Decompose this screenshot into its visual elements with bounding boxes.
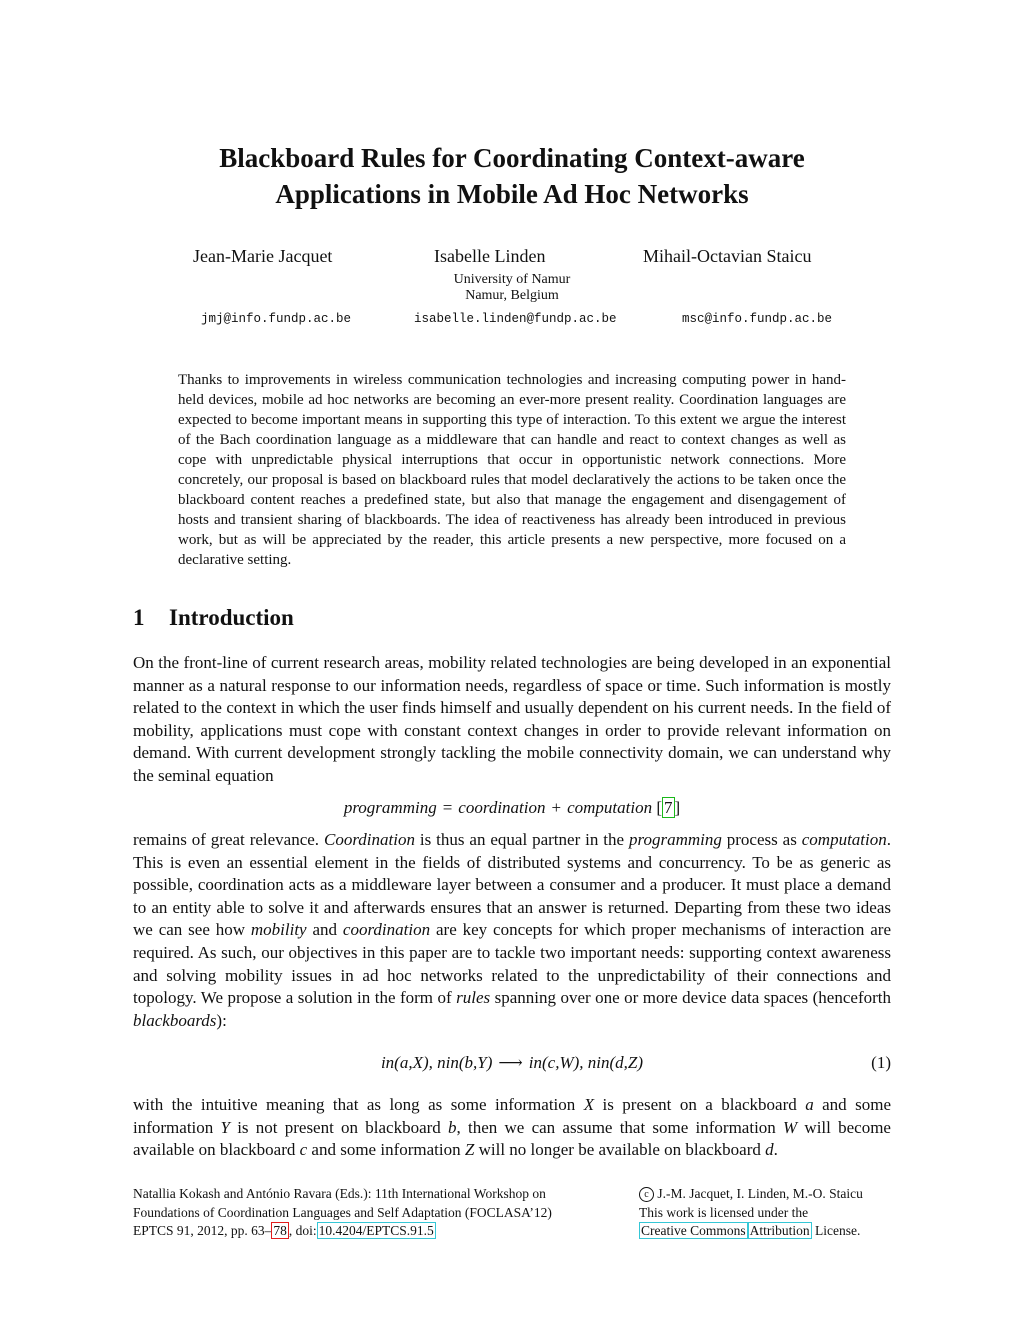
affiliation-institution: University of Namur bbox=[453, 272, 571, 287]
intro-paragraph-3: with the intuitive meaning that as long as some information X is present on a blackboard a and some information Y is not present on blackboard b, then we can assume that some information W will become available on blackboard c and some information Z will no longer be available on blackboard d. bbox=[133, 1095, 891, 1160]
citation-link-7[interactable]: 7 bbox=[664, 798, 673, 817]
footer-license bbox=[639, 1185, 939, 1241]
eq-equals: = bbox=[442, 798, 453, 817]
creative-commons-link[interactable]: Creative Commons bbox=[641, 1223, 746, 1238]
author-1: Jean-Marie Jacquet bbox=[193, 246, 333, 266]
license-intro: This work is licensed under the bbox=[639, 1204, 809, 1220]
footer-publication-info bbox=[133, 1185, 613, 1241]
last-page-link[interactable]: 78 bbox=[273, 1223, 287, 1238]
intro-paragraph-2: remains of great relevance. Coordination is thus an equal partner in the programming process as computation. This is even an essential element in the fields of distributed systems and concurrency. To be as generic as possible, coordination acts as a middleware layer between a consumer and a producer. It must place a demand to an entity able to solve it and afterwards ensures that an answer is returned. Departing from these two ideas we can see how mobility and coordination are key concepts for which proper mechanisms of interaction are required. As such, our objectives in this paper are to tackle two important needs: supporting context awareness and solving mobility issues in ad hoc networks related to the unpredictability of their connections and topology. We propose a solution in the form of rules spanning over one or more device data spaces (henceforth blackboards): bbox=[133, 830, 891, 1030]
doi-link[interactable]: 10.4204/EPTCS.91.5 bbox=[318, 1223, 434, 1238]
eq-plus: + bbox=[551, 798, 562, 817]
intro-paragraph-1: On the front-line of current research areas, mobility related technologies are being developed in an exponential manner as a natural response to our information needs, regardless of space or time. Such information is mostly related to the context in which the user finds himself and usually dependent on his current needs. In the field of mobility, applications must cope with constant context changes in order to provide relevant information on demand. With current development strongly tackling the mobile connectivity domain, we can understand why the seminal equation bbox=[133, 653, 891, 785]
title-line-1: Blackboard Rules for Coordinating Context-aware bbox=[219, 143, 805, 173]
author-3: Mihail-Octavian Staicu bbox=[643, 246, 812, 266]
attribution-link[interactable]: Attribution bbox=[749, 1223, 810, 1238]
title-line-2: Applications in Mobile Ad Hoc Networks bbox=[275, 179, 749, 209]
footer-editors: Natallia Kokash and António Ravara (Eds.): 11th International Workshop on bbox=[133, 1186, 546, 1201]
author-2-email[interactable]: isabelle.linden@fundp.ac.be bbox=[414, 312, 617, 326]
copyright-icon: c bbox=[639, 1187, 654, 1202]
author-1-email[interactable]: jmj@info.fundp.ac.be bbox=[201, 312, 352, 326]
eq-term-coordination: coordination bbox=[458, 798, 546, 817]
license-links: Creative Commons Attribution License. bbox=[641, 1223, 861, 1238]
eq-term-computation: computation bbox=[567, 798, 653, 817]
rule-arrow: ⟶ bbox=[498, 1053, 523, 1072]
author-2: Isabelle Linden bbox=[434, 246, 546, 266]
rule-action: in(c,W), nin(d,Z) bbox=[528, 1053, 644, 1072]
affiliation-location: Namur, Belgium bbox=[465, 288, 559, 303]
author-3-email[interactable]: msc@info.fundp.ac.be bbox=[682, 312, 833, 326]
section-number: 1 bbox=[133, 605, 145, 630]
eq-term-programming: programming bbox=[343, 798, 437, 817]
rule-condition: in(a,X), nin(b,Y) bbox=[380, 1053, 493, 1072]
footer-workshop: Foundations of Coordination Languages and Self Adaptation (FOCLASA’12) bbox=[133, 1204, 552, 1220]
abstract: Thanks to improvements in wireless communication technologies and increasing computing power in hand-held devices, mobile ad hoc networks are becoming an ever-more present reality. Coordination languages are expected to become important means in supporting this type of interaction. To this extent we argue the interest of the Bach coordination language as a middleware that can handle and react to context changes as well as cope with unpredictable physical interruptions that occur in opportunistic network connections. More concretely, our proposal is based on blackboard rules that model declaratively the actions to be taken once the blackboard content reaches a predefined state, but also that manage the engagement and disengagement of hosts and transient sharing of blackboards. The idea of reactiveness has already been introduced in previous work, but as will be appreciated by the reader, this article presents a new perspective, more focused on a declarative setting. bbox=[178, 372, 846, 568]
paper-title bbox=[133, 140, 891, 212]
equation-programming: programming = coordination + computation [ 7 ] bbox=[343, 798, 681, 817]
affiliation bbox=[362, 272, 662, 304]
equation-number: (1) bbox=[871, 1053, 891, 1072]
copyright-line: c J.-M. Jacquet, I. Linden, M.-O. Staicu bbox=[639, 1185, 939, 1204]
section-title: Introduction bbox=[169, 605, 294, 630]
section-heading bbox=[133, 603, 294, 633]
footer-eptcs-line: EPTCS 91, 2012, pp. 63– 78 , doi: 10.4204/EPTCS.91.5 bbox=[133, 1223, 434, 1238]
equation-rule bbox=[133, 1052, 891, 1074]
